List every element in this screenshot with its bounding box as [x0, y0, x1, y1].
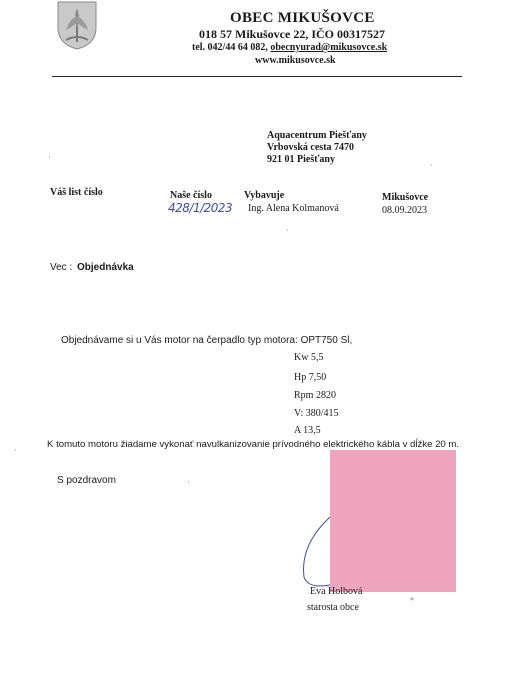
- scan-mark: ·: [48, 153, 51, 162]
- place-label: Mikušovce: [382, 192, 429, 203]
- contact-line: [192, 42, 387, 53]
- municipality-address: 018 57 Mikušovce 22, IČO 00317527: [199, 27, 385, 41]
- handled-by-value: Ing. Alena Kolmanová: [248, 203, 339, 214]
- spec-item: A 13,5: [294, 425, 321, 436]
- website-link[interactable]: www.mikusovce.sk: [255, 55, 336, 66]
- scan-mark: ·: [14, 446, 17, 455]
- closing-greeting: S pozdravom: [57, 475, 116, 486]
- handled-by-label: Vybavuje: [244, 190, 285, 201]
- order-intro: Objednávame si u Vás motor na čerpadlo typ motora: OPT750 Sl,: [61, 335, 353, 346]
- subject-value: Objednávka: [77, 262, 134, 273]
- signature-stroke: [296, 515, 346, 595]
- municipality-title: OBEC MIKUŠOVCE: [230, 10, 375, 26]
- spec-item: Hp 7,50: [294, 372, 327, 383]
- spec-item: Kw 5,5: [294, 352, 324, 363]
- signatory-name: Eva Holbová: [310, 586, 363, 597]
- redaction-box: [330, 450, 456, 592]
- recipient-city: 921 01 Piešťany: [267, 154, 335, 165]
- our-number-label: Naše číslo: [170, 190, 212, 201]
- recipient-name: Aquacentrum Piešťany: [267, 130, 367, 141]
- spec-item: Rpm 2820: [294, 390, 336, 401]
- date-value: 08.09.2023: [382, 205, 427, 216]
- spec-item: V: 380/415: [294, 408, 339, 419]
- recipient-street: Vrbovská cesta 7470: [267, 142, 355, 153]
- your-letter-label: Váš list číslo: [50, 187, 103, 198]
- header-divider: [52, 76, 462, 77]
- phone-text: tel. 042/44 64 082,: [192, 42, 271, 53]
- coat-of-arms-icon: [52, 0, 102, 50]
- email-link[interactable]: obecnyurad@mikusovce.sk: [270, 42, 388, 53]
- order-request: K tomuto motoru žiadame vykonať navulkanizovanie prívodného elektrického kábla v dĺžke 20 m.: [47, 439, 460, 450]
- scan-mark: ·: [187, 478, 190, 487]
- subject-label: Vec :: [50, 262, 73, 273]
- scan-mark: ·: [430, 161, 433, 170]
- our-number-handwritten: 428/1/2023: [168, 201, 233, 215]
- signatory-role: starosta obce: [307, 602, 359, 613]
- scan-mark: »: [410, 594, 414, 603]
- scan-mark: ·: [286, 226, 289, 235]
